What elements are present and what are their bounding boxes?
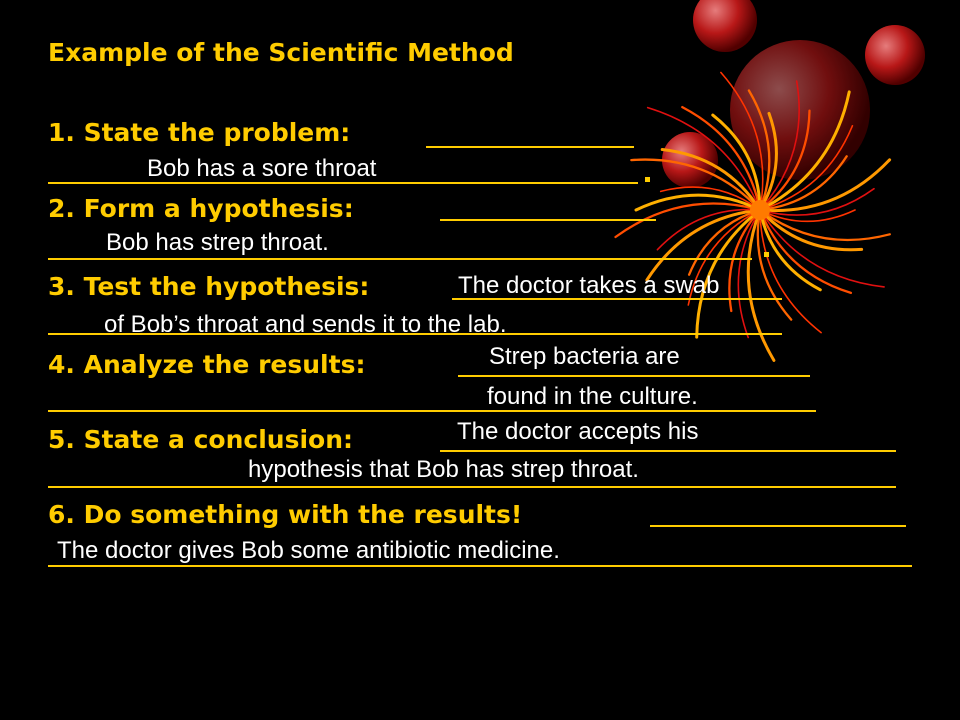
step-1-blank	[426, 146, 634, 148]
step-1-answer: Bob has a sore throat	[147, 155, 377, 182]
period-mark	[645, 177, 650, 182]
step-4-answer-line-2: found in the culture.	[487, 383, 698, 410]
step-5-blank	[440, 450, 896, 452]
step-6-blank	[650, 525, 906, 527]
step-3-answer-line-2: of Bob’s throat and sends it to the lab.	[104, 311, 507, 338]
step-5-label: 5. State a conclusion:	[48, 425, 354, 454]
step-6-label: 6. Do something with the results!	[48, 500, 523, 529]
step-4-label: 4. Analyze the results:	[48, 350, 366, 379]
step-5-answer-line-2: hypothesis that Bob has strep throat.	[248, 456, 639, 483]
firework-core	[750, 200, 770, 220]
step-1-label: 1. State the problem:	[48, 118, 351, 147]
step-3-label: 3. Test the hypothesis:	[48, 272, 370, 301]
step-4-answer-line-1: Strep bacteria are	[489, 343, 680, 370]
step-3-answer-line-1: The doctor takes a swab	[458, 272, 720, 299]
step-4-answer-line	[48, 410, 816, 412]
period-mark	[764, 252, 769, 257]
step-6-answer: The doctor gives Bob some antibiotic medicine.	[57, 537, 560, 564]
step-5-answer-line-1: The doctor accepts his	[457, 418, 699, 445]
step-2-answer-line	[48, 258, 752, 260]
slide-title: Example of the Scientific Method	[48, 38, 514, 67]
step-5-answer-line	[48, 486, 896, 488]
step-2-blank	[440, 219, 656, 221]
red-orb	[865, 25, 925, 85]
firework-streak	[636, 195, 760, 210]
red-orb	[693, 0, 757, 52]
step-2-label: 2. Form a hypothesis:	[48, 194, 354, 223]
step-4-blank	[458, 375, 810, 377]
step-2-answer: Bob has strep throat.	[106, 229, 329, 256]
step-6-answer-line	[48, 565, 912, 567]
